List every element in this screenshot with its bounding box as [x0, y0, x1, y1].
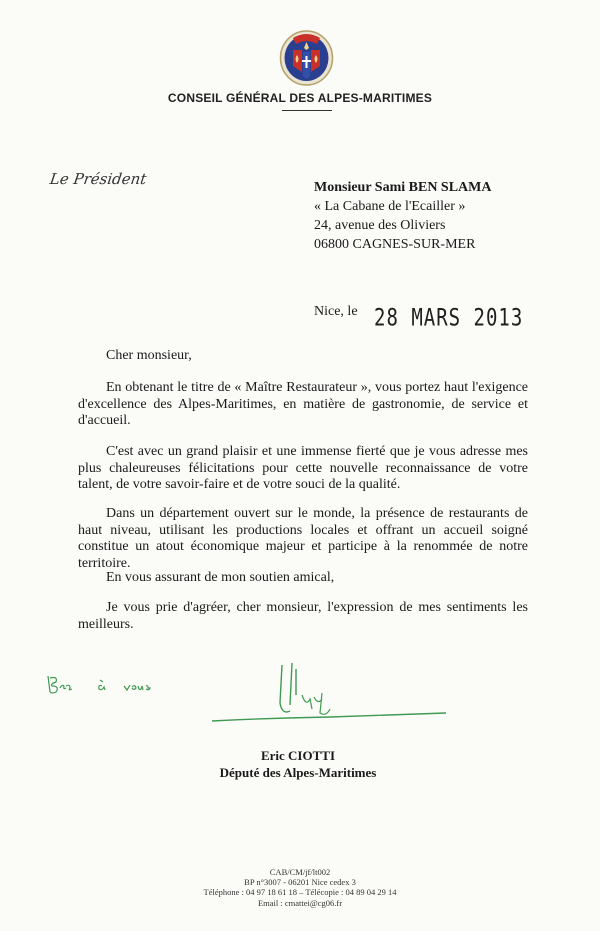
- footer-address: BP n°3007 - 06201 Nice cedex 3: [244, 877, 356, 887]
- header-divider: [282, 110, 332, 111]
- salutation: Cher monsieur,: [106, 348, 192, 363]
- sender-role: Le Président: [48, 170, 148, 188]
- signatory-title: Député des Alpes-Maritimes: [219, 765, 377, 780]
- closing-formula: Je vous prie d'agréer, cher monsieur, l'expression de mes sentiments les meilleurs.: [78, 600, 528, 632]
- body-paragraph: C'est avec un grand plaisir et une immense fierté que je vous adresse mes plus chaleureuses félicitations pour cette nouvelle reconnaissance de votre talent, de votre savoir-faire et de votre souci de la qualité.: [78, 444, 528, 492]
- footer-email: Email : cmattei@cg06.fr: [257, 898, 343, 908]
- recipient-name: Monsieur Sami BEN SLAMA: [314, 180, 492, 195]
- organization-name: CONSEIL GÉNÉRAL DES ALPES-MARITIMES: [167, 91, 433, 105]
- recipient-city: 06800 CAGNES-SUR-MER: [314, 237, 476, 252]
- closing-line: En vous assurant de mon soutien amical,: [106, 570, 335, 585]
- signatory-name: Eric CIOTTI: [260, 748, 336, 763]
- date-place: Nice, le: [314, 304, 358, 319]
- body-paragraph: Dans un département ouvert sur le monde, la présence de restaurants de haut niveau, utilisant les productions locales et offrant un accueil soigné constitue un atout économique majeur et participe à la renommée de notre territoire.: [78, 506, 528, 571]
- handwritten-note: [44, 670, 184, 698]
- recipient-block: [314, 178, 491, 254]
- footer-reference: CAB/CM/jf/lt002: [269, 867, 331, 877]
- date-stamp: 28 MARS 2013: [374, 304, 524, 332]
- footer-phones: Téléphone : 04 97 18 61 18 – Télécopie : 04 89 04 29 14: [203, 887, 397, 897]
- body-paragraph: En obtenant le titre de « Maître Restaurateur », vous portez haut l'exigence d'excellence des Alpes-Maritimes, en matière de gastronomie, de service et d'accueil.: [78, 380, 528, 428]
- crest-emblem-icon: [279, 28, 334, 86]
- recipient-street: 24, avenue des Oliviers: [314, 218, 446, 233]
- signature: [210, 655, 450, 735]
- recipient-company: « La Cabane de l'Ecailler »: [314, 199, 466, 214]
